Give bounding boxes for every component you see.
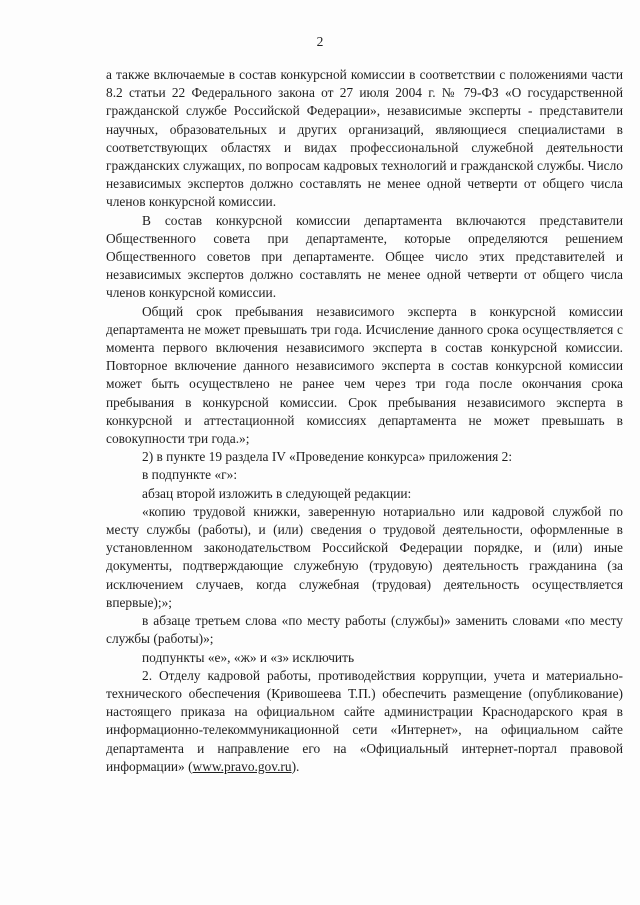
pravo-gov-link[interactable]: www.pravo.gov.ru bbox=[192, 758, 292, 774]
paragraph-second-para-edit: абзац второй изложить в следующей редакции: bbox=[142, 485, 412, 501]
paragraph-expert-term-limit: Общий срок пребывания независимого эксперта в конкурсной комиссии департамента не может превышать три года. Исчисление данного срока осуществляется с момента первого включения независимого эксперта в состав конкурсной комиссии. Повторное включение данного независимого эксперта в состав конкурсной комиссии может быть осуществлено не ранее чем через три года после окончания срока пребывания в конкурсной комиссии. Срок пребывания независимого эксперта в конкурсной и аттестационной комиссиях департамента не может превышать в совокупности три года.»; bbox=[106, 303, 623, 447]
paragraph-work-record-copy: «копию трудовой книжки, заверенную нотариально или кадровой службой по месту службы (работы), и (или) сведения о трудовой деятельности, оформленные в установленном законодательством Российской Федерации порядке, и (или) иные документы, подтверждающие служебную (трудовую) деятельность гражданина (за исключением случаев, когда служебная (трудовая) деятельность осуществляется впервые);»; bbox=[106, 503, 623, 610]
page-number: 2 bbox=[316, 34, 324, 49]
paragraph-item-19-section-4: 2) в пункте 19 раздела IV «Проведение конкурса» приложения 2: bbox=[142, 449, 513, 465]
paragraph-public-council-representatives: В состав конкурсной комиссии департамента включаются представители Общественного совета при департаменте, которые определяются решением Общественного советов при департаменте. Общее число этих представителей и независимых экспертов должно составлять не менее одной четверти от общего числа членов конкурсной комиссии. bbox=[106, 212, 623, 301]
paragraph-competition-commission-experts: а также включаемые в состав конкурсной комиссии в соответствии с положениями части 8.2 статьи 22 Федерального закона от 27 июля 2004 г. № 79-ФЗ «О государственной гражданской службе Российской Федерации», независимые эксперты - представители научных, образовательных и других организаций, являющиеся специалистами в соответствующих областях и видах профессиональной служебной деятельности гражданских служащих, по вопросам кадровых технологий и гражданской службы. Число независимых экспертов должно составлять не менее одной четверти от общего числа членов конкурсной комиссии. bbox=[106, 67, 623, 210]
publication-order-closing: ). bbox=[291, 758, 300, 774]
paragraph-publication-order bbox=[106, 667, 623, 776]
document-body bbox=[106, 66, 623, 776]
paragraph-subitems-removed: подпункты «е», «ж» и «з» исключить bbox=[142, 649, 355, 665]
publication-order-text: 2. Отделу кадровой работы, противодействия коррупции, учета и материально-технического обеспечения (Кривошеева Т.П.) обеспечить размещение (опубликование) настоящего приказа на официальном сайте администрации Краснодарского края в информационно-телекоммуникационной сети «Интернет», на официальном сайте департамента и направление его на «Официальный интернет-портал правовой информации» ( bbox=[106, 667, 623, 774]
paragraph-third-para-replace: в абзаце третьем слова «по месту работы (службы)» заменить словами «по месту службы (работы)»; bbox=[106, 613, 623, 647]
paragraph-subitem-g: в подпункте «г»: bbox=[142, 467, 238, 483]
